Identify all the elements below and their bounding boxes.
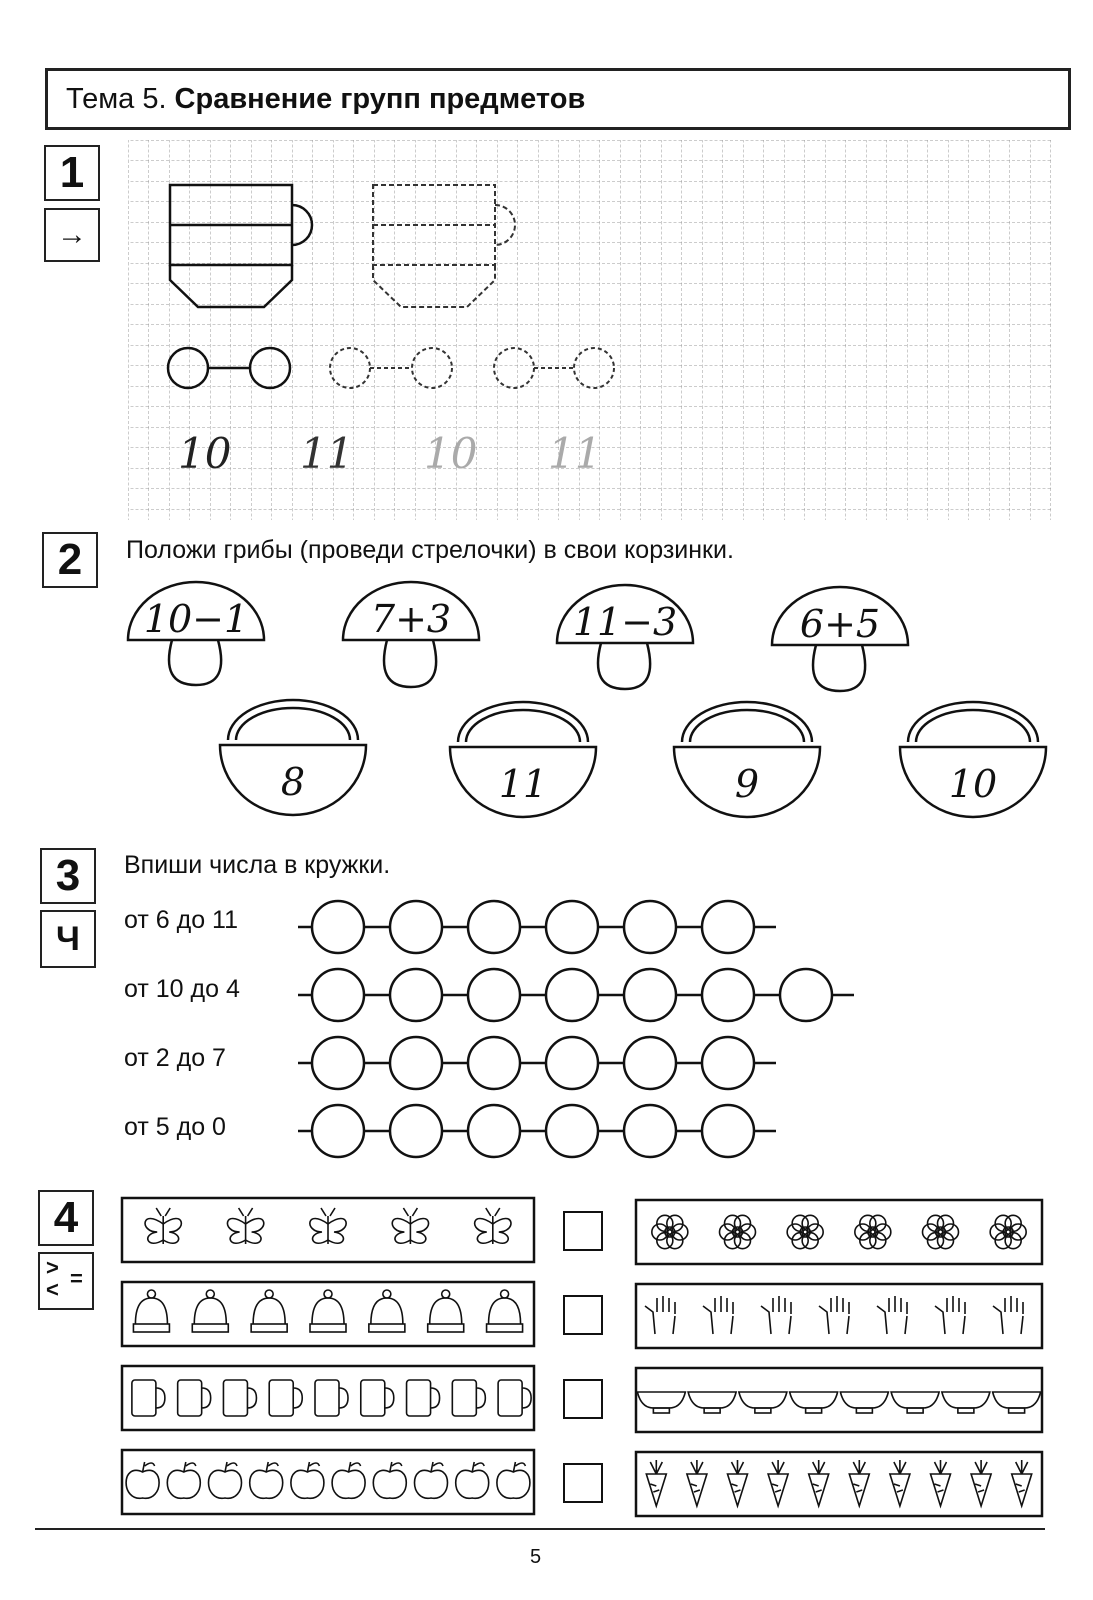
- flower-icon: [720, 1215, 756, 1248]
- task-3-row-3-label: от 2 до 7: [124, 1044, 226, 1072]
- circle-chain-row-1: [298, 901, 776, 953]
- task-1-number: 1: [44, 145, 100, 201]
- butterfly-icon: [392, 1208, 428, 1244]
- mug-icon: [452, 1380, 485, 1416]
- basket-1-number: 8: [280, 760, 306, 804]
- answer-box[interactable]: [564, 1296, 602, 1334]
- answer-circle[interactable]: [546, 969, 598, 1021]
- task-2-number: 2: [42, 532, 98, 588]
- task-1-number-1: 10: [178, 429, 232, 478]
- hat-icon: [133, 1290, 169, 1332]
- task-3-row-2-label: от 10 до 4: [124, 975, 240, 1003]
- apple-icon: [250, 1462, 283, 1498]
- carrot-icon: [728, 1460, 748, 1506]
- task-1-number-4: 11: [548, 429, 602, 478]
- bowl-icon: [993, 1392, 1041, 1413]
- apple-icon: [291, 1462, 324, 1498]
- hat-icon: [369, 1290, 405, 1332]
- apple-icon: [373, 1462, 406, 1498]
- hat-icon: [487, 1290, 523, 1332]
- hat-icon: [192, 1290, 228, 1332]
- answer-circle[interactable]: [624, 969, 676, 1021]
- mushroom-3-expression: 11−3: [572, 600, 678, 644]
- mug-icon: [361, 1380, 394, 1416]
- basket-4-number: 10: [948, 762, 998, 806]
- task-3-circle-chains: [290, 895, 880, 1175]
- answer-circle[interactable]: [390, 901, 442, 953]
- answer-circle[interactable]: [312, 969, 364, 1021]
- mushroom-4-expression: 6+5: [799, 602, 881, 646]
- circle-chain-row-2: [298, 969, 854, 1021]
- mushroom-1-expression: 10−1: [143, 597, 249, 641]
- glove-icon: [819, 1296, 849, 1334]
- circle-chain-row-3: [298, 1037, 776, 1089]
- right-group-box: [636, 1284, 1042, 1348]
- circle-chain-row-4: [298, 1105, 776, 1157]
- bowl-icon: [739, 1392, 787, 1413]
- answer-circle[interactable]: [390, 969, 442, 1021]
- mug-icon: [178, 1380, 211, 1416]
- answer-circle[interactable]: [624, 1105, 676, 1157]
- answer-circle[interactable]: [702, 901, 754, 953]
- flower-icon: [990, 1215, 1026, 1248]
- glove-icon: [761, 1296, 791, 1334]
- apple-icon: [415, 1462, 448, 1498]
- task-3-number: 3: [40, 848, 96, 904]
- apple-icon: [209, 1462, 242, 1498]
- comparison-signs-icon: [38, 1252, 94, 1310]
- butterfly-icon: [227, 1208, 263, 1244]
- glove-icon: [993, 1296, 1023, 1334]
- comparison-row-1: [122, 1198, 1042, 1264]
- right-group-box: [636, 1200, 1042, 1264]
- task-3-row-1-label: от 6 до 11: [124, 906, 238, 934]
- page-title: [45, 68, 1071, 130]
- answer-circle[interactable]: [780, 969, 832, 1021]
- answer-circle[interactable]: [468, 1037, 520, 1089]
- comparison-row-3: [122, 1366, 1042, 1432]
- answer-circle[interactable]: [312, 1105, 364, 1157]
- bowl-icon: [942, 1392, 990, 1413]
- basket-2-number: 11: [498, 762, 548, 806]
- glove-icon: [935, 1296, 965, 1334]
- apple-icon: [497, 1462, 530, 1498]
- task-4-comparison-rows: [118, 1192, 1048, 1532]
- answer-circle[interactable]: [312, 901, 364, 953]
- hat-icon: [428, 1290, 464, 1332]
- answer-circle[interactable]: [702, 1037, 754, 1089]
- page-number: 5: [530, 1546, 542, 1568]
- bowl-icon: [840, 1392, 888, 1413]
- answer-circle[interactable]: [390, 1105, 442, 1157]
- right-group-box: [636, 1368, 1042, 1432]
- glove-icon: [645, 1296, 675, 1334]
- butterfly-icon: [310, 1208, 346, 1244]
- flower-icon: [652, 1215, 688, 1248]
- answer-circle[interactable]: [546, 1037, 598, 1089]
- hat-icon: [310, 1290, 346, 1332]
- carrot-icon: [1012, 1460, 1032, 1506]
- topic-prefix: Тема 5.: [66, 82, 167, 115]
- task-3-row-4-label: от 5 до 0: [124, 1113, 226, 1141]
- answer-circle[interactable]: [624, 1037, 676, 1089]
- answer-box[interactable]: [564, 1380, 602, 1418]
- task-2-instruction: Положи грибы (проведи стрелочки) в свои корзинки.: [126, 536, 734, 564]
- flower-icon: [923, 1215, 959, 1248]
- mug-icon: [407, 1380, 440, 1416]
- left-group-box: [122, 1366, 534, 1430]
- task-1-grid: [128, 140, 1053, 520]
- flower-icon: [787, 1215, 823, 1248]
- carrot-icon: [890, 1460, 910, 1506]
- answer-circle[interactable]: [468, 1105, 520, 1157]
- butterfly-icon: [475, 1208, 511, 1244]
- mug-icon: [132, 1380, 165, 1416]
- butterfly-icon: [145, 1208, 181, 1244]
- mug-icon: [498, 1380, 531, 1416]
- task-3-instruction: Впиши числа в кружки.: [124, 851, 391, 879]
- comparison-row-4: [122, 1450, 1042, 1516]
- carrot-icon: [687, 1460, 707, 1506]
- answer-circle[interactable]: [546, 901, 598, 953]
- answer-circle[interactable]: [468, 969, 520, 1021]
- carrot-icon: [809, 1460, 829, 1506]
- answer-circle[interactable]: [312, 1037, 364, 1089]
- topic-title: Сравнение групп предметов: [174, 82, 586, 115]
- answer-circle[interactable]: [546, 1105, 598, 1157]
- equals-sign: =: [70, 1266, 83, 1291]
- bowl-icon: [891, 1392, 939, 1413]
- mug-icon: [315, 1380, 348, 1416]
- flower-icon: [855, 1215, 891, 1248]
- answer-circle[interactable]: [468, 901, 520, 953]
- left-group-box: [122, 1450, 534, 1514]
- answer-box[interactable]: [564, 1464, 602, 1502]
- carrot-icon: [931, 1460, 951, 1506]
- arrow-right-icon: →: [44, 208, 100, 262]
- left-group-box: [122, 1282, 534, 1346]
- answer-circle[interactable]: [390, 1037, 442, 1089]
- apple-icon: [456, 1462, 489, 1498]
- task-1-number-3: 10: [424, 429, 478, 478]
- answer-circle[interactable]: [702, 1105, 754, 1157]
- task-4-number: 4: [38, 1190, 94, 1246]
- carrot-icon: [768, 1460, 788, 1506]
- glove-icon: [877, 1296, 907, 1334]
- task-2-drawing: [110, 575, 1070, 835]
- comparison-row-2: [122, 1282, 1042, 1348]
- bowl-icon: [790, 1392, 838, 1413]
- apple-icon: [167, 1462, 200, 1498]
- mug-icon: [223, 1380, 256, 1416]
- apple-icon: [332, 1462, 365, 1498]
- footer-rule: [35, 1528, 1045, 1530]
- apple-icon: [126, 1462, 159, 1498]
- task-1-number-2: 11: [300, 429, 354, 478]
- less-than-sign: <: [46, 1277, 59, 1302]
- bowl-icon: [637, 1392, 685, 1413]
- glove-icon: [703, 1296, 733, 1334]
- bowl-icon: [688, 1392, 736, 1413]
- mug-icon: [269, 1380, 302, 1416]
- basket-3-number: 9: [734, 762, 760, 806]
- greater-than-sign: >: [46, 1255, 59, 1280]
- carrot-icon: [971, 1460, 991, 1506]
- hat-icon: [251, 1290, 287, 1332]
- answer-circle[interactable]: [702, 969, 754, 1021]
- answer-circle[interactable]: [624, 901, 676, 953]
- carrot-icon: [646, 1460, 666, 1506]
- answer-box[interactable]: [564, 1212, 602, 1250]
- mushroom-2-expression: 7+3: [370, 597, 452, 641]
- carrot-icon: [849, 1460, 869, 1506]
- task-3-icon: Ч: [40, 910, 96, 968]
